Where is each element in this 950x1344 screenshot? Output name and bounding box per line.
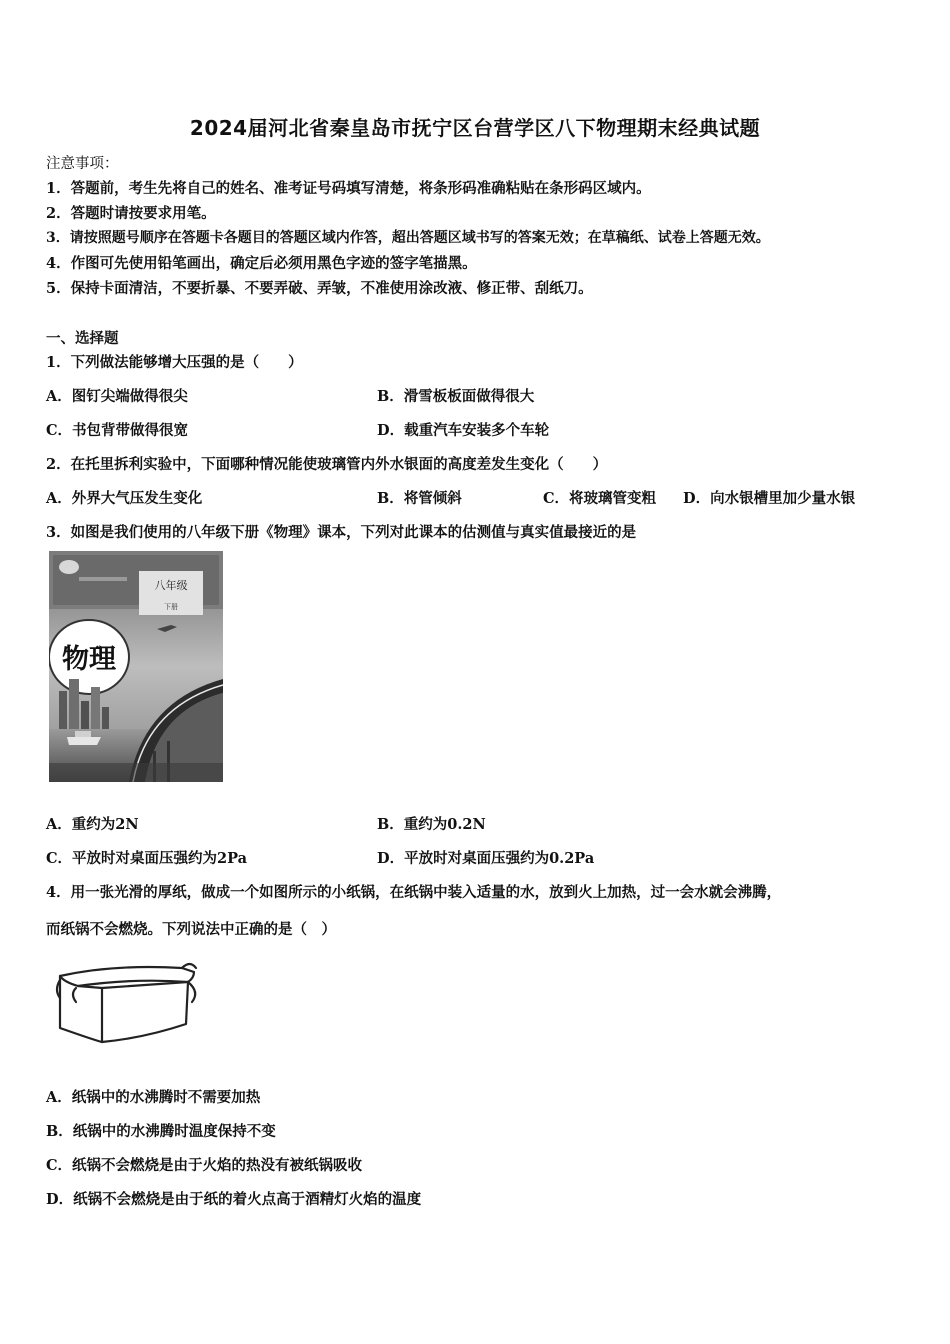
notice-item-3: 3．请按照题号顺序在答题卡各题目的答题区域内作答，超出答题区域书写的答案无效；在草稿纸、试卷上答题无效。 xyxy=(46,230,770,246)
q2-option-b: B．将管倾斜 xyxy=(377,490,462,507)
q1-stem: 1．下列做法能够增大压强的是（ ） xyxy=(46,354,303,371)
q3-stem: 3．如图是我们使用的八年级下册《物理》课本，下列对此课本的估测值与真实值最接近的是 xyxy=(46,524,637,541)
book-volume-label: 下册 xyxy=(164,603,178,611)
book-grade-label: 八年级 xyxy=(154,579,188,592)
textbook-cover-image xyxy=(49,551,223,782)
q2-option-c: C．将玻璃管变粗 xyxy=(543,490,657,507)
q2-option-d: D．向水银槽里加少量水银 xyxy=(683,490,856,507)
q1-option-b: B．滑雪板板面做得很大 xyxy=(377,388,535,405)
notice-item-4: 4．作图可先使用铅笔画出，确定后必须用黑色字迹的签字笔描黑。 xyxy=(46,255,477,272)
q2-stem: 2．在托里拆利实验中，下面哪种情况能使玻璃管内外水银面的高度差发生变化（ ） xyxy=(46,456,608,473)
q4-option-d: D．纸锅不会燃烧是由于纸的着火点高于酒精灯火焰的温度 xyxy=(46,1191,422,1208)
notice-item-1: 1．答题前，考生先将自己的姓名、准考证号码填写清楚，将条形码准确粘贴在条形码区域内。 xyxy=(46,180,651,197)
q4-stem-line-1: 4．用一张光滑的厚纸，做成一个如图所示的小纸锅，在纸锅中装入适量的水，放到火上加热，过一会水就会沸腾， xyxy=(46,884,782,901)
q3-option-d: D．平放时对桌面压强约为0.2Pa xyxy=(377,850,595,867)
page-title: 2024届河北省秦皇岛市抚宁区台营学区八下物理期末经典试题 xyxy=(189,116,761,140)
q3-option-a: A．重约为2N xyxy=(46,816,139,833)
q4-stem-line-2: 而纸锅不会燃烧。下列说法中正确的是（ ） xyxy=(46,921,336,938)
section-heading: 一、选择题 xyxy=(46,330,119,347)
notice-item-2: 2．答题时请按要求用笔。 xyxy=(46,205,216,222)
paper-pot-image xyxy=(54,958,204,1046)
q4-option-a: A．纸锅中的水沸腾时不需要加热 xyxy=(46,1089,261,1106)
q1-option-d: D．载重汽车安装多个车轮 xyxy=(377,422,550,439)
notice-heading: 注意事项： xyxy=(46,156,119,172)
q1-option-a: A．图钉尖端做得很尖 xyxy=(46,388,188,405)
q3-option-b: B．重约为0.2N xyxy=(377,816,486,833)
q4-option-b: B．纸锅中的水沸腾时温度保持不变 xyxy=(46,1123,276,1140)
q3-option-c: C．平放时对桌面压强约为2Pa xyxy=(46,850,248,867)
q4-option-c: C．纸锅不会燃烧是由于火焰的热没有被纸锅吸收 xyxy=(46,1157,363,1174)
q1-option-c: C．书包背带做得很宽 xyxy=(46,422,189,439)
book-title: 物理 xyxy=(62,644,116,675)
q2-option-a: A．外界大气压发生变化 xyxy=(46,490,203,507)
notice-item-5: 5．保持卡面清洁，不要折暴、不要弄破、弄皱，不准使用涂改液、修正带、刮纸刀。 xyxy=(46,280,593,297)
